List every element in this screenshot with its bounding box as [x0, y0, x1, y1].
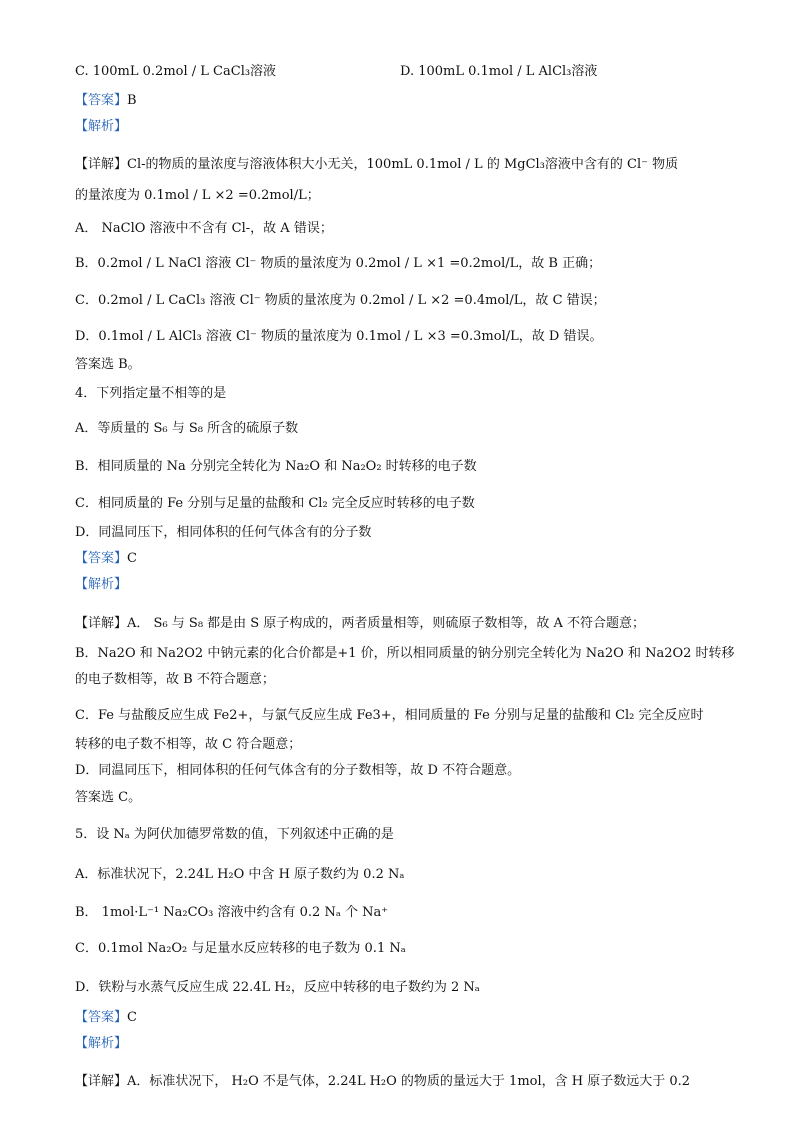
explanation-line — [75, 187, 735, 205]
explanation-tag: 【详解】 — [75, 157, 128, 172]
option-line — [75, 524, 735, 542]
answer-tag: 【答案】 — [75, 93, 128, 108]
explanation-text: B．0.2mol / L NaCl 溶液 Cl⁻ 物质的量浓度为 0.2mol / L ×1 =0.2mol/L，故 B 正确； — [75, 256, 602, 271]
explanation-tag: 【详解】 — [75, 1074, 128, 1089]
explanation-text: C．0.2mol / L CaCl₃ 溶液 Cl⁻ 物质的量浓度为 0.2mol / L ×2 =0.4mol/L，故 C 错误； — [75, 293, 606, 308]
explanation-text: A． NaClO 溶液中不含有 Cl-，故 A 错误； — [75, 221, 333, 236]
option-text: A．等质量的 S₆ 与 S₈ 所含的硫原子数 — [75, 421, 299, 436]
answer-tag: 【答案】 — [75, 551, 128, 566]
option-text: C．相同质量的 Fe 分别与足量的盐酸和 Cl₂ 完全反应时转移的电子数 — [75, 496, 475, 511]
explanation-text: 的电子数相等，故 B 不符合题意； — [75, 672, 275, 687]
option-text: A．标准状况下，2.24L H₂O 中含 H 原子数约为 0.2 Nₐ — [75, 867, 405, 882]
option-line — [75, 904, 735, 922]
conclusion-line — [75, 789, 735, 807]
explanation-text: B．Na2O 和 Na2O2 中钠元素的化合价都是+1 价，所以相同质量的钠分别完全转化为 Na2O 和 Na2O2 时转移 — [75, 646, 735, 661]
explanation-text: Cl-的物质的量浓度与溶液体积大小无关，100mL 0.1mol / L 的 MgCl₃溶液中含有的 Cl⁻ 物质 — [127, 157, 679, 172]
option-text: D．同温同压下，相同体积的任何气体含有的分子数 — [75, 525, 372, 540]
explanation-text: D．同温同压下，相同体积的任何气体含有的分子数相等，故 D 不符合题意。 — [75, 763, 521, 778]
answer-value: B — [127, 93, 137, 108]
explanation-line — [75, 255, 735, 273]
explanation-text: 的量浓度为 0.1mol / L ×2 =0.2mol/L； — [75, 188, 320, 203]
answer-line — [75, 92, 735, 110]
explanation-line — [75, 671, 735, 689]
option-text: D. 100mL 0.1mol / L AlCl₃溶液 — [400, 64, 598, 79]
explanation-line — [75, 762, 735, 780]
explanation-text: 转移的电子数不相等，故 C 符合题意； — [75, 737, 302, 752]
explanation-text: A． S₆ 与 S₈ 都是由 S 原子构成的，两者质量相等，则硫原子数相等，故 A 不符合题意； — [127, 616, 645, 631]
option-line — [400, 63, 735, 81]
option-text: B．相同质量的 Na 分别完全转化为 Na₂O 和 Na₂O₂ 时转移的电子数 — [75, 459, 477, 474]
answer-value: C — [127, 551, 137, 566]
explanation-text: A．标准状况下， H₂O 不是气体，2.24L H₂O 的物质的量远大于 1mol，含 H 原子数远大于 0.2 — [127, 1074, 691, 1089]
explanation-line — [75, 220, 735, 238]
explanation-tag: 【详解】 — [75, 616, 128, 631]
option-text: C．0.1mol Na₂O₂ 与足量水反应转移的电子数为 0.1 Nₐ — [75, 941, 406, 956]
question-title — [75, 385, 735, 403]
answer-line — [75, 550, 735, 568]
explanation-line — [75, 645, 735, 663]
option-text: D．铁粉与水蒸气反应生成 22.4L H₂，反应中转移的电子数约为 2 Nₐ — [75, 980, 480, 995]
answer-value: C — [127, 1010, 137, 1025]
explanation-line — [75, 736, 735, 754]
answer-line — [75, 1009, 735, 1027]
question-title — [75, 826, 735, 844]
question-text: 5．设 Nₐ 为阿伏加德罗常数的值，下列叙述中正确的是 — [75, 827, 394, 842]
explanation-line — [75, 156, 735, 174]
answer-tag: 【答案】 — [75, 1010, 128, 1025]
explanation-text: C．Fe 与盐酸反应生成 Fe2+，与氯气反应生成 Fe3+，相同质量的 Fe 分别与足量的盐酸和 Cl₂ 完全反应时 — [75, 708, 704, 723]
question-text: 4．下列指定量不相等的是 — [75, 386, 227, 401]
option-text: B． 1mol·L⁻¹ Na₂CO₃ 溶液中约含有 0.2 Nₐ 个 Na⁺ — [75, 905, 389, 920]
option-line — [75, 940, 735, 958]
option-text: C. 100mL 0.2mol / L CaCl₃溶液 — [75, 64, 277, 79]
explanation-text: D．0.1mol / L AlCl₃ 溶液 Cl⁻ 物质的量浓度为 0.1mol / L ×3 =0.3mol/L，故 D 错误。 — [75, 329, 603, 344]
option-line — [75, 866, 735, 884]
option-line — [75, 458, 735, 476]
analysis-tag: 【解析】 — [75, 1036, 128, 1051]
explanation-line — [75, 1073, 735, 1091]
analysis-line — [75, 118, 735, 136]
option-line — [75, 979, 735, 997]
analysis-tag: 【解析】 — [75, 577, 128, 592]
explanation-line — [75, 328, 735, 346]
analysis-line — [75, 576, 735, 594]
explanation-line — [75, 707, 735, 725]
analysis-line — [75, 1035, 735, 1053]
option-line — [75, 495, 735, 513]
explanation-line — [75, 292, 735, 310]
option-line — [75, 420, 735, 438]
conclusion-line — [75, 356, 735, 374]
analysis-tag: 【解析】 — [75, 119, 128, 134]
conclusion-text: 答案选 C。 — [75, 790, 142, 805]
conclusion-text: 答案选 B。 — [75, 357, 141, 372]
explanation-line — [75, 615, 735, 633]
